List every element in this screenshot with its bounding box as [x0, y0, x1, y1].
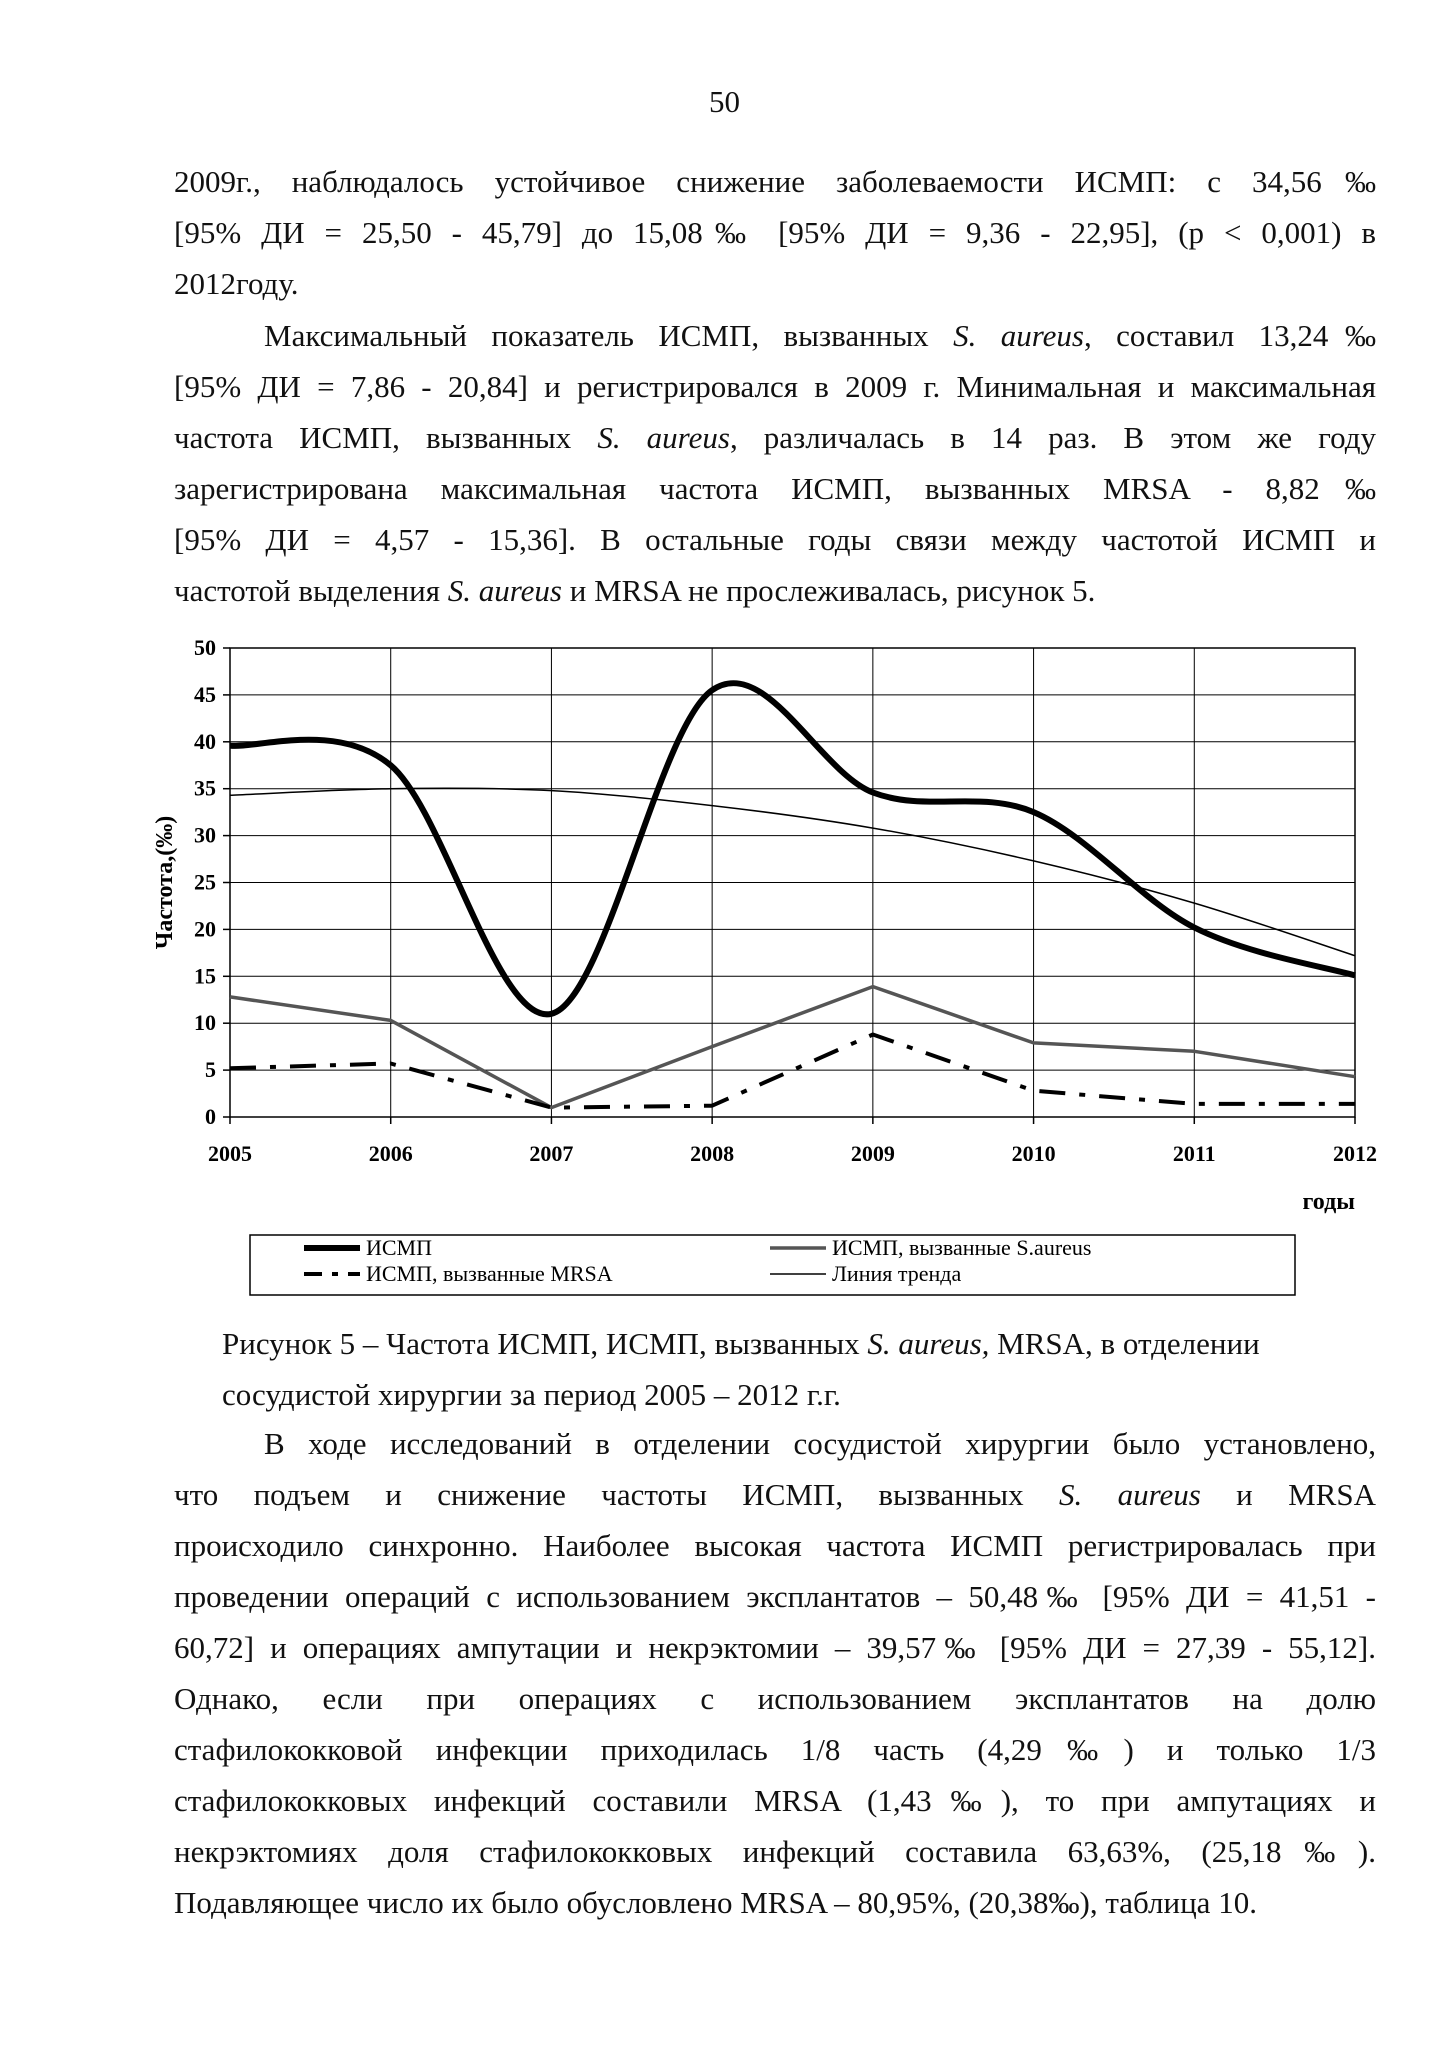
text-line: частотой выделения S. aureus и MRSA не прослеживалась, рисунок 5.	[174, 573, 1096, 608]
x-tick-label: 2010	[1011, 1141, 1056, 1166]
paragraph-1	[174, 156, 1376, 309]
y-tick-label: 40	[194, 728, 216, 754]
text-line: Однако, если при операциях с использованием эксплантатов на долю	[174, 1681, 1376, 1716]
text-line: 2009г., наблюдалось устойчивое снижение заболеваемости ИСМП: с 34,56‰	[174, 164, 1376, 199]
x-tick-label: 2006	[368, 1141, 413, 1166]
series-line-trend	[230, 788, 1355, 955]
y-tick-label: 10	[194, 1010, 216, 1036]
x-tick-label: 2012	[1333, 1141, 1377, 1166]
text-line: 60,72] и операциях ампутации и некрэктомии – 39,57‰ [95% ДИ = 27,39 - 55,12].	[174, 1630, 1376, 1665]
text-line: Подавляющее число их было обусловлено MRSA – 80,95%, (20,38‰), таблица 10.	[174, 1885, 1257, 1920]
x-axis-label: годы	[1302, 1189, 1355, 1215]
legend-item-mrsa-label: ИСМП, вызванные MRSA	[366, 1261, 613, 1286]
paragraph-2	[174, 310, 1376, 616]
y-tick-label: 35	[194, 775, 216, 801]
text-line: проведении операций с использованием эксплантатов – 50,48‰ [95% ДИ = 41,51 -	[174, 1579, 1376, 1614]
text-line: [95% ДИ = 4,57 - 15,36]. В остальные годы связи между частотой ИСМП и	[174, 522, 1376, 557]
y-tick-label: 0	[205, 1104, 216, 1129]
y-tick-label: 25	[194, 869, 216, 895]
text-line: 2012году.	[174, 266, 299, 301]
figure-caption	[222, 1318, 1376, 1420]
text-line: стафилококковых инфекций составили MRSA (1,43‰), то при ампутациях и	[174, 1783, 1376, 1818]
text-line: [95% ДИ = 25,50 - 45,79] до 15,08‰ [95% ДИ = 9,36 - 22,95], (р < 0,001) в	[174, 215, 1376, 250]
series-line-ismp	[230, 683, 1355, 1014]
frequency-line-chart	[130, 640, 1390, 1300]
legend-item-trend-label: Линия тренда	[832, 1261, 962, 1286]
caption-line: сосудистой хирургии за период 2005 – 2012 г.г.	[222, 1377, 841, 1412]
text-line: происходило синхронно. Наиболее высокая частота ИСМП регистрировалась при	[174, 1528, 1376, 1563]
x-tick-label: 2011	[1172, 1141, 1216, 1166]
y-tick-label: 20	[194, 916, 216, 942]
series-line-mrsa	[230, 1035, 1355, 1108]
text-line: [95% ДИ = 7,86 - 20,84] и регистрировался в 2009 г. Минимальная и максимальная	[174, 369, 1376, 404]
x-tick-label: 2007	[529, 1141, 574, 1166]
y-tick-label: 30	[194, 822, 216, 848]
y-tick-label: 5	[205, 1057, 216, 1083]
series-line-saureus	[230, 987, 1355, 1108]
text-line: стафилококковой инфекции приходилась 1/8 часть (4,29‰) и только 1/3	[174, 1732, 1376, 1767]
x-tick-label: 2009	[850, 1141, 895, 1166]
x-tick-label: 2005	[208, 1141, 252, 1166]
legend-item-saureus-label: ИСМП, вызванные S.aureus	[832, 1235, 1092, 1260]
legend-item-ismp-label: ИСМП	[366, 1235, 433, 1260]
page-number: 50	[709, 84, 740, 119]
y-tick-label: 50	[194, 640, 216, 660]
x-tick-label: 2008	[690, 1141, 735, 1166]
text-line: что подъем и снижение частоты ИСМП, вызванных S. aureus и MRSA	[174, 1477, 1376, 1512]
y-axis-label: Частота,(‰)	[152, 815, 178, 950]
text-line: зарегистрирована максимальная частота ИСМП, вызванных MRSA - 8,82‰	[174, 471, 1376, 506]
caption-line: Рисунок 5 – Частота ИСМП, ИСМП, вызванных S. aureus, MRSA, в отделении	[222, 1326, 1260, 1361]
paragraph-3	[174, 1418, 1376, 1928]
text-line: частота ИСМП, вызванных S. aureus, различалась в 14 раз. В этом же году	[174, 420, 1376, 455]
y-tick-label: 15	[194, 963, 216, 989]
text-line: Максимальный показатель ИСМП, вызванных S. aureus, составил 13,24‰	[264, 318, 1376, 353]
text-line: В ходе исследований в отделении сосудистой хирургии было установлено,	[264, 1426, 1376, 1461]
y-tick-label: 45	[194, 681, 216, 707]
text-line: некрэктомиях доля стафилококковых инфекций составила 63,63%, (25,18‰).	[174, 1834, 1376, 1869]
